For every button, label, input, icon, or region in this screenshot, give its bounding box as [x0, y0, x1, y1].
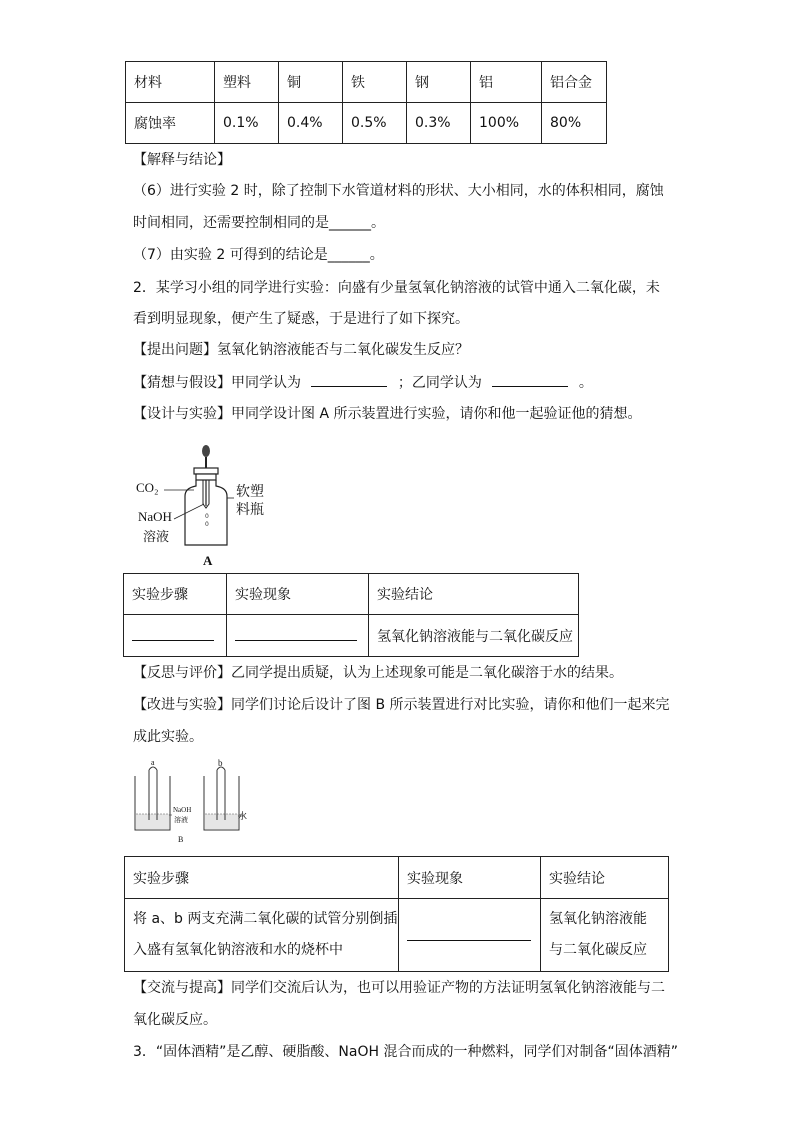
svg-text:0: 0	[205, 513, 209, 520]
table1-cell: 0.1%	[215, 103, 279, 144]
problem-3-line-1: 3．“固体酒精”是乙醇、硬脂酸、NaOH 混合而成的一种燃料，同学们对制备“固体酒精”	[133, 1044, 678, 1060]
table3-header-phenomenon: 实验现象	[399, 857, 541, 899]
table1-header-cell: 铝	[471, 62, 542, 103]
table3-header-step: 实验步骤	[125, 857, 399, 899]
figure-b-apparatus	[130, 758, 250, 838]
experiment-table-b	[124, 856, 669, 972]
table1-header-cell: 钢	[407, 62, 471, 103]
question-heading: 【提出问题】氢氧化钠溶液能否与二氧化碳发生反应？	[133, 342, 469, 358]
table1-cell: 腐蚀率	[126, 103, 215, 144]
table1-header-cell: 铝合金	[542, 62, 607, 103]
figure-b-label-a: a	[151, 758, 155, 767]
table3-conclusion-line-2: 与二氧化碳反应	[549, 942, 647, 958]
figure-a-bottle-label-1: 软塑	[236, 484, 264, 500]
table1-cell: 100%	[471, 103, 542, 144]
hypothesis-label-b: ；乙同学认为	[397, 375, 482, 391]
exchange-line-2: 氧化碳反应。	[133, 1012, 217, 1028]
figure-a-naoh-label: NaOH	[138, 509, 172, 524]
table2-header-phenomenon: 实验现象	[227, 574, 369, 615]
table3-conclusion-cell	[541, 899, 669, 972]
table2-header-conclusion: 实验结论	[369, 574, 579, 615]
table3-conclusion-line-1: 氢氧化钠溶液能	[549, 911, 647, 927]
phenomenon-blank[interactable]	[235, 626, 357, 641]
reflect-heading: 【反思与评价】乙同学提出质疑，认为上述现象可能是二氧化碳溶于水的结果。	[133, 665, 623, 681]
problem-2-line-2: 看到明显现象，便产生了疑惑，于是进行了如下探究。	[133, 311, 469, 327]
exchange-line-1: 【交流与提高】同学们交流后认为，也可以用验证产物的方法证明氢氧化钠溶液能与二	[133, 980, 665, 996]
hypothesis-line	[133, 372, 593, 393]
table1-header-cell: 铜	[279, 62, 343, 103]
corrosion-rate-table	[125, 61, 607, 144]
stopper	[194, 468, 218, 474]
phenomenon-blank-b[interactable]	[407, 926, 531, 941]
hypothesis-blank-b[interactable]	[492, 372, 568, 387]
hypothesis-label-a: 【猜想与假设】甲同学认为	[133, 375, 301, 391]
table3-step-line-1: 将 a、b 两支充满二氧化碳的试管分别倒插	[133, 911, 398, 927]
table2-conclusion-cell: 氢氧化钠溶液能与二氧化碳反应	[369, 615, 579, 657]
table3-step-cell	[125, 899, 399, 972]
table1-cell: 0.4%	[279, 103, 343, 144]
table3-step-line-2: 入盛有氢氧化钠溶液和水的烧杯中	[133, 942, 343, 958]
hypothesis-blank-a[interactable]	[311, 372, 387, 387]
design-heading: 【设计与实验】甲同学设计图 A 所示装置进行实验，请你和他一起验证他的猜想。	[133, 406, 642, 422]
question-6-line-2: 时间相同，还需要控制相同的是______。	[133, 215, 385, 231]
figure-a-bottle-label-2: 料瓶	[236, 502, 264, 518]
figure-b-naoh-label: NaOH	[173, 806, 192, 814]
improve-line-2: 成此实验。	[133, 729, 203, 745]
hypothesis-end: 。	[578, 375, 593, 391]
figure-b-water-label: 水	[238, 812, 248, 822]
problem-2-line-1: 2．某学习小组的同学进行实验：向盛有少量氢氧化钠溶液的试管中通入二氧化碳，未	[133, 280, 660, 296]
figure-b-label-b: b	[218, 758, 223, 768]
table3-phenomenon-cell[interactable]	[399, 899, 541, 972]
improve-line-1: 【改进与实验】同学们讨论后设计了图 B 所示装置进行对比实验，请你和他们一起来完	[133, 697, 670, 713]
table1-header-cell: 塑料	[215, 62, 279, 103]
figure-a-solution-label: 溶液	[143, 530, 170, 545]
table1-cell: 80%	[542, 103, 607, 144]
experiment-table-a	[123, 573, 579, 657]
table1-header-cell: 铁	[343, 62, 407, 103]
step-blank[interactable]	[132, 626, 214, 641]
table3-header-conclusion: 实验结论	[541, 857, 669, 899]
table1-cell: 0.3%	[407, 103, 471, 144]
question-6-line-1: （6）进行实验 2 时，除了控制下水管道材料的形状、大小相同，水的体积相同，腐蚀	[133, 183, 664, 199]
figure-a-co2-label: CO₂	[136, 480, 159, 495]
svg-text:0: 0	[205, 521, 209, 528]
table2-phenomenon-cell[interactable]	[227, 615, 369, 657]
table1-header-cell: 材料	[126, 62, 215, 103]
figure-b-solution-label: 溶液	[174, 816, 188, 824]
table2-step-cell[interactable]	[124, 615, 227, 657]
figure-b-caption: B	[178, 835, 184, 844]
explain-heading: 【解释与结论】	[133, 152, 231, 168]
question-7: （7）由实验 2 可得到的结论是______。	[133, 247, 384, 263]
table1-cell: 0.5%	[343, 103, 407, 144]
table2-header-step: 实验步骤	[124, 574, 227, 615]
figure-a-caption: A	[203, 553, 213, 568]
dropper-bulb	[202, 445, 210, 457]
